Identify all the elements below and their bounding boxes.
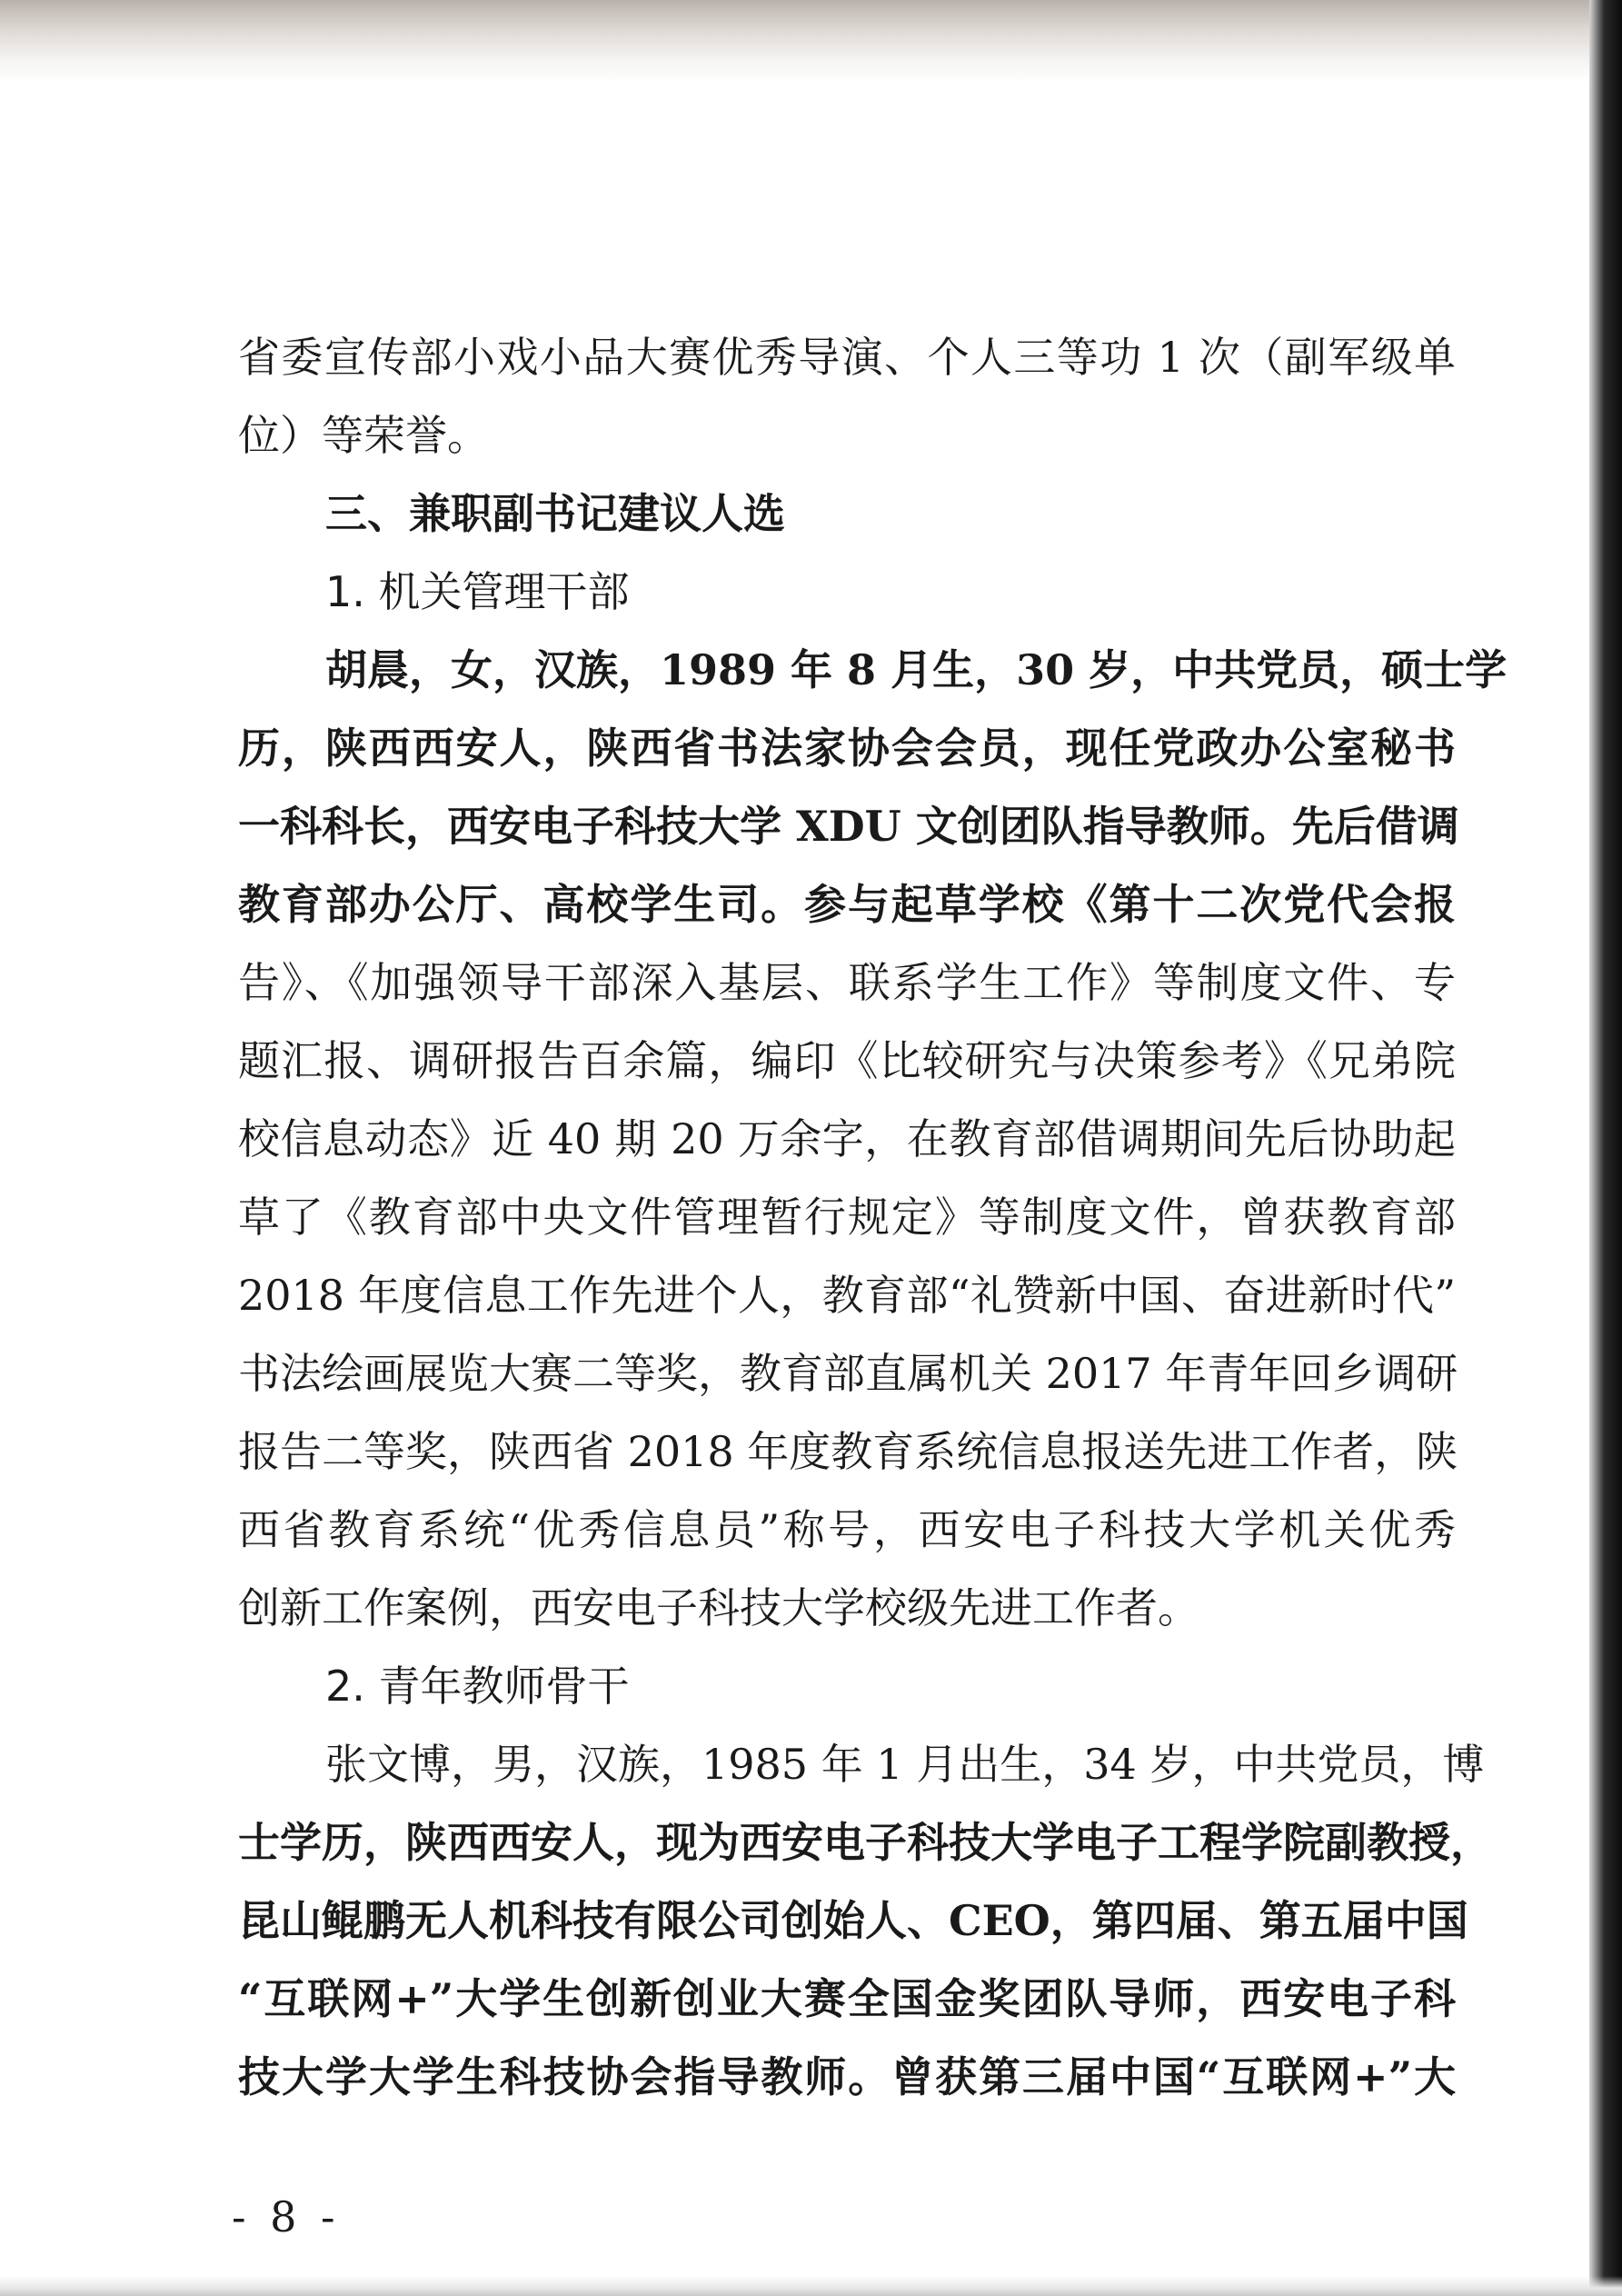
text-line: 2018 年度信息工作先进个人，教育部“礼赞新中国、奋进新时代” [238, 1271, 1456, 1320]
text-line: 胡晨，女，汉族，1989 年 8 月生，30 岁，中共党员，硕士学 [325, 645, 1508, 694]
text-line: 书法绘画展览大赛二等奖，教育部直属机关 2017 年青年回乡调研 [238, 1349, 1458, 1398]
scan-top-shadow [0, 0, 1622, 82]
scan-right-edge [1589, 0, 1622, 2296]
text-line: 一科科长，西安电子科技大学 XDU 文创团队指导教师。先后借调 [238, 802, 1459, 851]
text-line: 题汇报、调研报告百余篇，编印《比较研究与决策参考》《兄弟院 [238, 1036, 1456, 1085]
text-line: “互联网+”大学生创新创业大赛全国金奖团队导师，西安电子科 [238, 1974, 1456, 2023]
text-line: 士学历，陕西西安人，现为西安电子科技大学电子工程学院副教授， [238, 1818, 1492, 1867]
text-line: 告》、《加强领导干部深入基层、联系学生工作》等制度文件、专 [238, 958, 1456, 1007]
scan-bottom-edge [0, 2276, 1622, 2296]
text-line: 位）等荣誉。 [238, 411, 489, 460]
text-line: 技大学大学生科技协会指导教师。曾获第三届中国“互联网+”大 [238, 2052, 1456, 2101]
text-line: 校信息动态》近 40 期 20 万余字，在教育部借调期间先后协助起 [238, 1114, 1456, 1163]
subheading-young-faculty: 2. 青年教师骨干 [325, 1662, 630, 1711]
text-line: 创新工作案例，西安电子科技大学校级先进工作者。 [238, 1583, 1199, 1632]
text-line: 张文博，男，汉族，1985 年 1 月出生，34 岁，中共党员，博 [325, 1740, 1485, 1789]
subheading-admin-cadre: 1. 机关管理干部 [325, 567, 630, 616]
text-line: 教育部办公厅、高校学生司。参与起草学校《第十二次党代会报 [238, 880, 1456, 929]
text-line: 西省教育系统“优秀信息员”称号，西安电子科技大学机关优秀 [238, 1505, 1456, 1554]
text-line: 省委宣传部小戏小品大赛优秀导演、个人三等功 1 次（副军级单 [238, 333, 1456, 382]
text-line: 历，陕西西安人，陕西省书法家协会会员，现任党政办公室秘书 [238, 724, 1456, 773]
text-line: 报告二等奖，陕西省 2018 年度教育系统信息报送先进工作者，陕 [238, 1427, 1458, 1476]
document-page [238, 318, 1508, 2116]
text-line: 草了《教育部中央文件管理暂行规定》等制度文件，曾获教育部 [238, 1193, 1456, 1242]
page-number: - 8 - [232, 2192, 341, 2241]
section-heading: 三、兼职副书记建议人选 [325, 489, 785, 538]
text-line: 昆山鲲鹏无人机科技有限公司创始人、CEO，第四届、第五届中国 [238, 1896, 1468, 1945]
